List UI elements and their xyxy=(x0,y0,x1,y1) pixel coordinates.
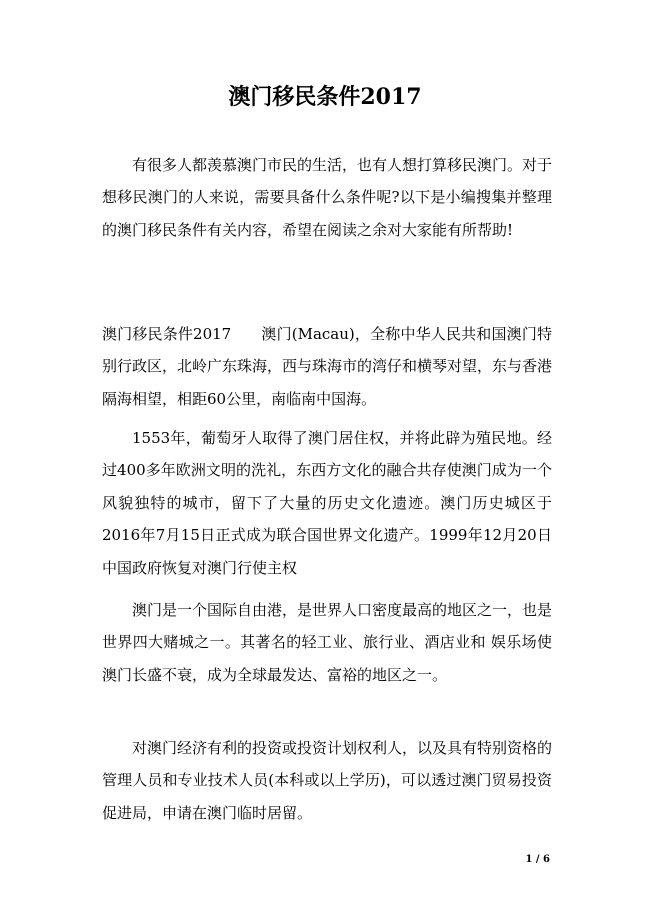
economy-paragraph: 澳门是一个国际自由港，是世界人口密度最高的地区之一，也是世界四大赌城之一。其著名的轻工业、旅行业、酒店业和 娱乐场使澳门长盛不衰，成为全球最发达、富裕的地区之一。 xyxy=(102,601,553,684)
section-text: 澳门(Macau)，全称中华人民共和国澳门特别行政区，北岭广东珠海，西与珠海市的湾仔和横琴对望，东与香港隔海相望，相距60公里，南临南中国海。 xyxy=(102,325,553,408)
intro-paragraph: 有很多人都羡慕澳门市民的生活，也有人想打算移民澳门。对于想移民澳门的人来说，需要具备什么条件呢?以下是小编搜集并整理的澳门移民条件有关内容，希望在阅读之余对大家能有所帮助! xyxy=(102,156,553,239)
section-label: 澳门移民条件2017 xyxy=(102,325,232,343)
history-paragraph: 1553年，葡萄牙人取得了澳门居住权，并将此辟为殖民地。经过400多年欧洲文明的洗礼，东西方文化的融合共存使澳门成为一个风貌独特的城市，留下了大量的历史文化遗迹。澳门历史城区于2016年7月15日正式成为联合国世界文化遗产。1999年12月20日中国政府恢复对澳门行使主权 xyxy=(102,429,552,577)
overview-paragraph xyxy=(102,318,552,415)
residency-paragraph: 对澳门经济有利的投资或投资计划权利人，以及具有特别资格的管理人员和专业技术人员(本科或以上学历)，可以透过澳门贸易投资促进局，申请在澳门临时居留。 xyxy=(102,739,553,822)
document-title: 澳门移民条件2017 xyxy=(228,84,422,110)
page-indicator: 1 / 6 xyxy=(525,854,550,865)
